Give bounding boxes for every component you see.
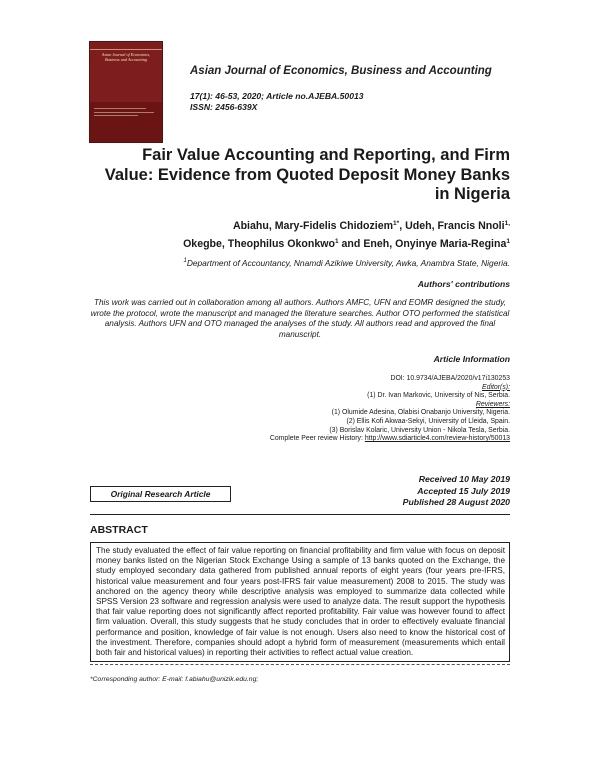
author-and: and [341, 238, 361, 250]
abstract-text: The study evaluated the effect of fair value reporting on financial profitability and firm value with focus on deposit money banks listed on the Nigerian Stock Exchange Using a sample of 13 banks quoted on the Exchange, the study employed secondary data gathered from published annual reports of eight years (four years pre-IFRS, historical value measurement and four years post-IFRS fair value measurement) 2008 to 2015. The study was anchored on the agency theory while descriptive analysis was employed to summarize data collected while SPSS Version 23 software and regression analysis were used to analyze data. The result support the hypothesis that fair value reporting does not significantly affect reported profitability. Fair value was however found to affect firm valuation. Overall, this study suggests that he study concludes that in order to effectively evaluate financial performance and position, knowledge of fair value is not enough. Users also need to know the historical cost of the investment. Therefore, companies should adopt a hybrid form of measurement (measurements which entail both fair and historical values) in reporting their activities to reflect actual value creation. [90, 542, 510, 662]
affiliation-text: Department of Accountancy, Nnamdi Azikiwe University, Awka, Anambra State, Nigeria. [186, 258, 510, 268]
author-1: Abiahu, Mary-Fidelis Chidoziem [232, 220, 394, 232]
issn-line: ISSN: 2456-639X [190, 102, 258, 112]
contributions-text: This work was carried out in collaboration among all authors. Authors AMFC, UFN and EOMR designed the study, wrote the protocol, wrote the manuscript and managed the literature searches. Author OTO performed the statistical analysis. Authors UFN and OTO managed the analyses of the study. All authors read and approved the final manuscript. [90, 298, 510, 339]
reviewers-label: Reviewers: [475, 400, 510, 408]
doi: DOI: 10.9734/AJEBA/2020/v17i130253 [390, 375, 510, 382]
author-2: Udeh, Francis Nnoli [405, 220, 505, 232]
journal-name: Asian Journal of Economics, Business and Accounting [190, 65, 492, 77]
author-3-affil: 1 [334, 238, 339, 245]
editor: (1) Dr. Ivan Markovic, University of Nis, Serbia. [367, 392, 510, 400]
abstract-heading: ABSTRACT [90, 524, 148, 536]
article-type-label: Original Research Article [90, 486, 231, 502]
author-1-affil: 1* [393, 220, 400, 227]
editor-label: Editor(s): [482, 383, 510, 391]
review-history-label: Complete Peer review History: [269, 435, 363, 443]
published-date: Published 28 August 2020 [402, 497, 510, 508]
section-divider [90, 514, 510, 515]
author-4: Eneh, Onyinye Maria-Regina [363, 238, 507, 250]
affiliation [50, 258, 510, 268]
citation-line: 17(1): 46-53, 2020; Article no.AJEBA.50013 [190, 91, 364, 101]
reviewer-3: (3) Borislav Kolaric, University Union - Nikola Tesla, Serbia. [329, 426, 510, 434]
author-4-affil: 1 [506, 238, 510, 245]
reviewer-2: (2) Ellis Kofi Akwaa-Sekyi, University of Lleida, Spain. [346, 417, 510, 425]
dates-block [250, 474, 510, 509]
corresponding-author-footnote: *Corresponding author: E-mail: f.abiahu@unizik.edu.ng; [90, 676, 259, 683]
review-history-link[interactable]: http://www.sdiarticle4.com/review-history/50013 [364, 435, 510, 443]
article-info [90, 375, 510, 444]
author-3: Okegbe, Theophilus Okonkwo [183, 238, 335, 250]
article-info-heading: Article Information [433, 354, 510, 364]
contributions-heading: Authors' contributions [417, 279, 510, 289]
review-history [90, 435, 510, 444]
cover-title: Asian Journal of Economics, Business and Accounting [101, 52, 151, 62]
journal-cover-image [90, 42, 162, 142]
received-date: Received 10 May 2019 [418, 474, 510, 484]
reviewer-1: (1) Olumide Adesina, Olabisi Onabanjo University, Nigeria. [331, 409, 510, 417]
author-2-affil: 1, [504, 220, 510, 227]
footnote-divider [90, 664, 510, 665]
affiliation-marker: 1 [183, 258, 187, 265]
author-list: Abiahu, Mary-Fidelis Chidoziem$^{1*}$, Udeh, Francis Nnoli$^{1,}$ Okegbe, Theophilus Okonkwo$^1$ and Eneh, Onyinye Maria-Regina$^1$ [183, 220, 510, 250]
accepted-date: Accepted 15 July 2019 [417, 485, 510, 496]
paper-title: Fair Value Accounting and Reporting, and Firm Value: Evidence from Quoted Deposit Money Banks in Nigeria [104, 146, 510, 203]
